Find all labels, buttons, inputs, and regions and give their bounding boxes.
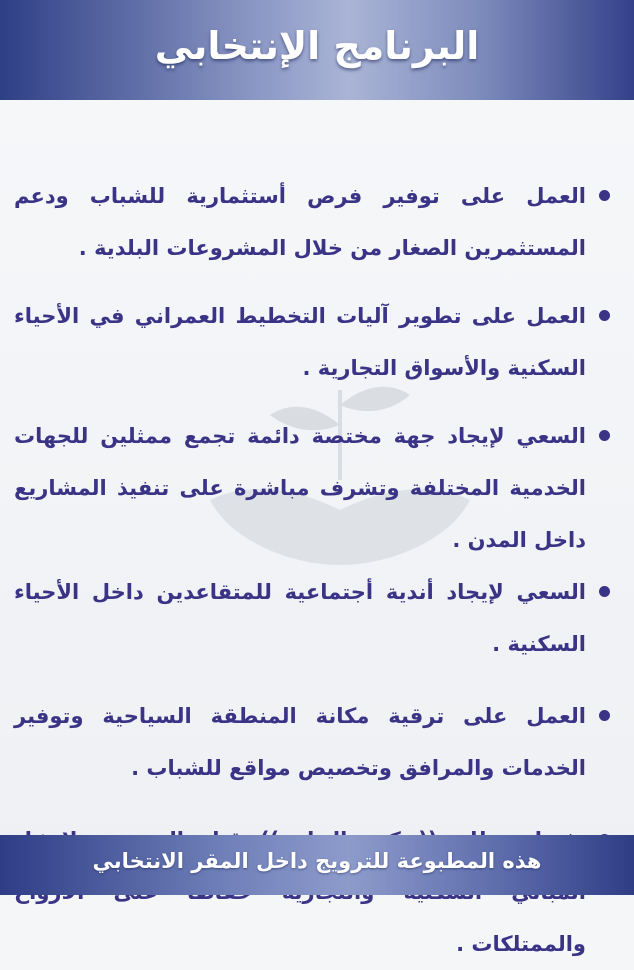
page-title: البرنامج الإنتخابي xyxy=(154,24,480,68)
list-item-text: العمل على تطوير آليات التخطيط العمراني في الأحياء السكنية والأسواق التجارية . xyxy=(14,304,586,380)
bullet-icon xyxy=(599,190,610,201)
bullet-icon xyxy=(599,586,610,597)
list-item xyxy=(14,410,612,566)
list-item xyxy=(14,290,612,394)
list-item xyxy=(14,566,612,670)
footer-note: هذه المطبوعة للترويج داخل المقر الانتخابي xyxy=(92,849,542,873)
bullet-icon xyxy=(599,430,610,441)
header-band xyxy=(0,0,634,100)
list-item xyxy=(14,690,612,794)
list-item-text: العمل على ترقية مكانة المنطقة السياحية وتوفير الخدمات والمرافق وتخصيص مواقع للشباب . xyxy=(14,704,586,780)
bullet-icon xyxy=(599,710,610,721)
list-item xyxy=(14,170,612,274)
footer-band xyxy=(0,835,634,895)
list-item-text: السعي لإيجاد جهة مختصة دائمة تجمع ممثلين للجهات الخدمية المختلفة وتشرف مباشرة على تنفيذ المشاريع داخل المدن . xyxy=(14,424,586,552)
list-item-text: السعي لإيجاد أندية أجتماعية للمتقاعدين داخل الأحياء السكنية . xyxy=(14,580,586,656)
list-item-text: والممتلكات . xyxy=(456,932,586,956)
bullet-icon xyxy=(599,310,610,321)
list-item-text: العمل على توفير فرص أستثمارية للشباب ودعم المستثمرين الصغار من خلال المشروعات البلدية . xyxy=(14,184,586,260)
